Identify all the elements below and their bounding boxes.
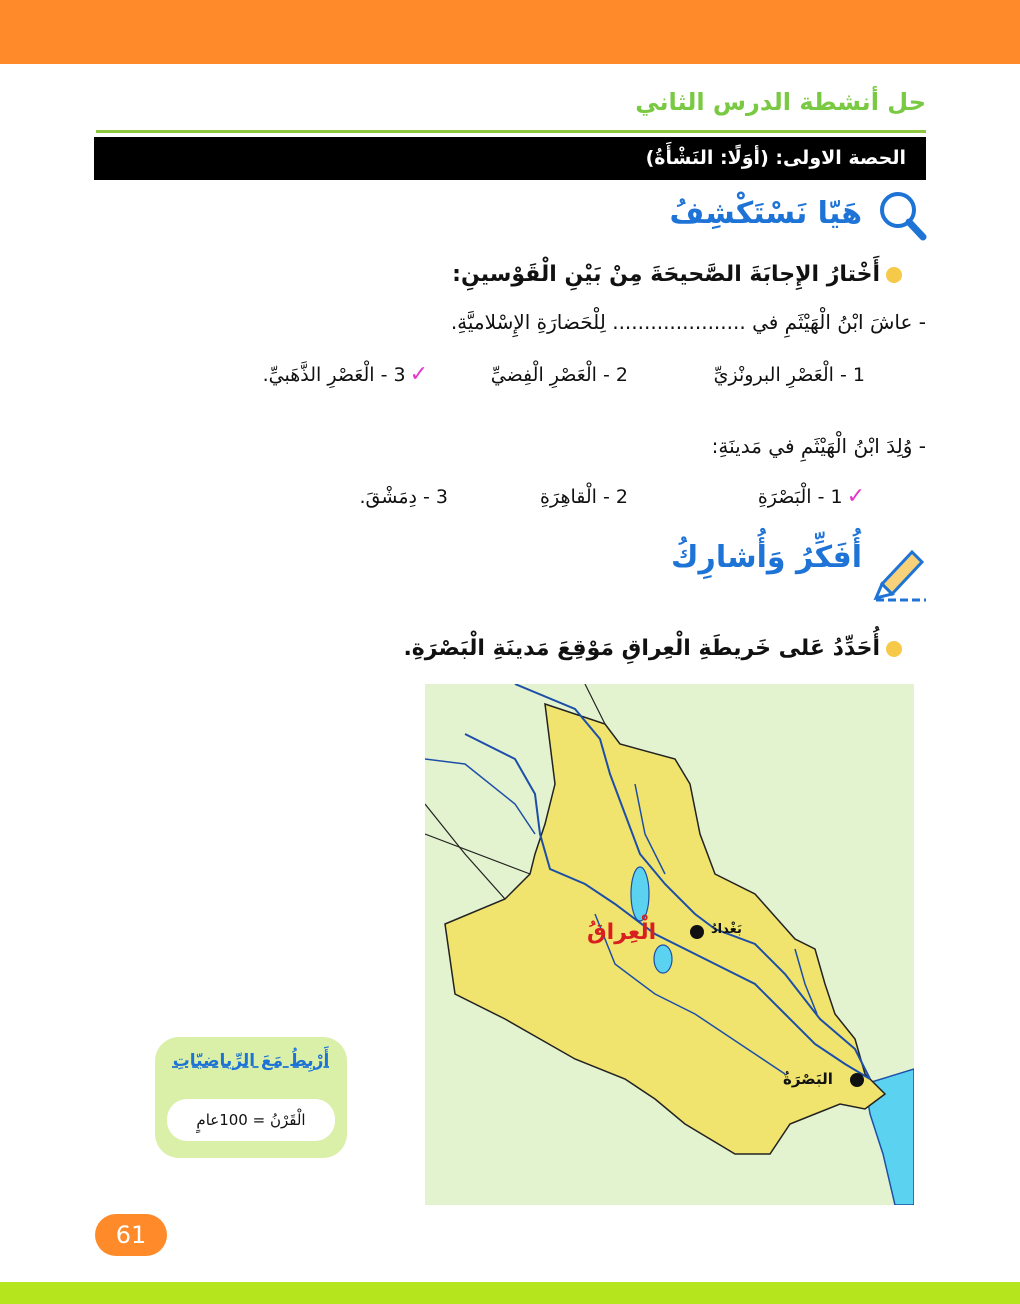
q1-option-2-label: 2 - الْعَصْرِ الْفِضيِّ (490, 364, 628, 386)
page-number: 61 (95, 1214, 167, 1256)
q2-option-1-label: 1 - الْبَصْرَةِ (757, 486, 843, 508)
baghdad-dot[interactable] (690, 925, 704, 939)
q1-option-2[interactable] (491, 364, 628, 386)
bottom-green-bar (0, 1282, 1020, 1304)
q2-option-3[interactable] (359, 486, 448, 508)
iraq-map-svg (425, 684, 914, 1205)
explore-instruction (452, 262, 902, 287)
lake (631, 867, 649, 921)
title-divider (96, 130, 926, 133)
q1-option-1[interactable] (714, 364, 865, 386)
q1-option-3[interactable] (263, 362, 428, 387)
lesson-title: حل أنشطة الدرس الثاني (635, 88, 926, 116)
basra-dot[interactable] (850, 1073, 864, 1087)
think-instruction-text: أُحَدِّدُ عَلى خَريطَةِ الْعِراقِ مَوْقِعَ مَدينَةِ الْبَصْرَةِ. (403, 636, 880, 661)
session-bar: الحصة الاولى: (أوَلًا: النَشْأَةُ) (94, 137, 926, 180)
q2-option-3-label: 3 - دِمَشْقَ. (359, 486, 448, 508)
question-2: - وُلِدَ ابْنُ الْهَيْثَمِ في مَدينَةِ: (711, 434, 926, 458)
magnifier-icon (878, 190, 928, 242)
q1-option-3-label: 3 - الْعَصْرِ الذَّهَبيِّ. (262, 364, 406, 386)
border-line (425, 804, 505, 899)
question-1: - عاشَ ابْنُ الْهَيْثَمِ في ..................... لِلْحَضارَةِ الإِسْلاميَّةِ. (450, 310, 926, 334)
think-heading: أُفَكِّرُ وَأُشارِكُ (671, 540, 862, 575)
river-branch (425, 759, 535, 834)
math-link-box (155, 1037, 347, 1158)
top-orange-bar (0, 0, 1020, 64)
q2-option-2-label: 2 - الْقاهِرَةِ (540, 486, 628, 508)
explore-instruction-text: أَخْتارُ الإِجابَةَ الصَّحيحَةَ مِنْ بَيْنِ الْقَوْسينِ: (452, 262, 880, 287)
explore-heading: هَيّا نَسْتَكْشِفُ (669, 196, 862, 231)
math-link-content: الْقَرْنُ = 100عامٍ (167, 1099, 335, 1141)
lake (654, 945, 672, 973)
q1-option-1-label: 1 - الْعَصْرِ البرونْزيِّ (713, 364, 865, 386)
pencil-icon (872, 544, 928, 602)
q2-option-2[interactable] (540, 486, 628, 508)
bullet-dot (886, 641, 902, 657)
think-instruction (403, 636, 902, 661)
iraq-label: الْعِراقُ (587, 920, 657, 945)
basra-label: البَصْرَةُ (783, 1070, 833, 1088)
check-mark-icon: ✓ (846, 484, 865, 509)
math-link-title: أَرْبِطُ مَعَ الرِّياضيّاتِ (172, 1051, 330, 1071)
baghdad-label: بَغْدادُ (711, 922, 742, 937)
check-mark-icon: ✓ (409, 362, 428, 387)
q2-option-1[interactable] (758, 484, 865, 509)
iraq-map[interactable] (425, 684, 914, 1205)
bullet-dot (886, 267, 902, 283)
